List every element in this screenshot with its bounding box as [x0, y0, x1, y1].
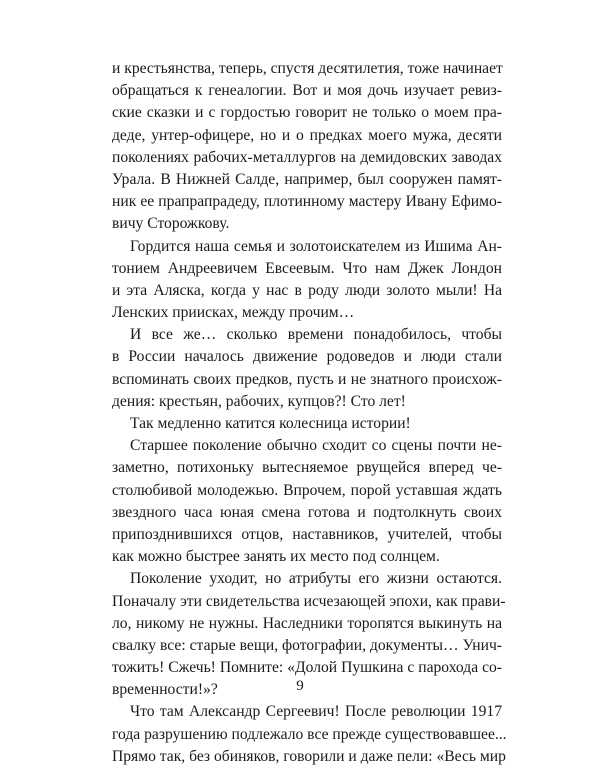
text-line: вичу Сторожкову.: [112, 215, 230, 233]
text-line: тонием Андреевичем Евсеевым. Что нам Джек Лондон: [112, 259, 502, 277]
text-line: ло, никому не нужны. Наследники торопятся выкинуть на: [112, 614, 502, 632]
text-line: Поначалу эти свидетельства исчезающей эпохи, как прави-: [112, 592, 506, 610]
text-line: Ленских приисках, между прочим…: [112, 304, 355, 322]
page-number: 9: [296, 678, 304, 694]
text-line: столюбивой молодежью. Впрочем, порой уставшая ждать: [112, 481, 502, 499]
text-line: тожить! Сжечь! Помните: «Долой Пушкина с парохода со-: [112, 659, 502, 677]
text-line: поколениях рабочих-металлургов на демидовских заводах: [112, 148, 502, 166]
page-body: [112, 58, 507, 768]
text-line: обращаться к генеалогии. Вот и моя дочь изучает ревиз-: [112, 82, 502, 100]
text-line: и эта Аляска, когда у нас в роду люди золото мыли! На: [112, 281, 502, 299]
text-line: в России началось движение родоведов и люди стали: [112, 348, 502, 366]
text-line: Поколение уходит, но атрибуты его жизни остаются.: [130, 570, 502, 588]
text-line: И все же… сколько времени понадобилось, чтобы: [130, 326, 502, 344]
text-line: как можно быстрее занять их место под солнцем.: [112, 548, 440, 566]
text-line: года разрушению подлежало все прежде существовавшее...: [112, 725, 507, 743]
text-line: дения: крестьян, рабочих, купцов?! Сто лет!: [112, 392, 406, 410]
text-line: свалку все: старые вещи, фотографии, документы… Унич-: [112, 636, 502, 654]
text-line: деде, унтер-офицере, но и о предках моего мужа, десяти: [112, 126, 502, 144]
text-line: звездного часа юная смена готова и подтолкнуть своих: [112, 503, 502, 521]
text-line: Старшее поколение обычно сходит со сцены почти не-: [130, 437, 502, 455]
text-line: Что там Александр Сергеевич! После революции 1917: [130, 703, 502, 721]
text-line: Гордится наша семья и золотоискателем из Ишима Ан-: [130, 237, 502, 255]
text-line: Так медленно катится колесница истории!: [130, 415, 411, 432]
text-line: заметно, потихоньку вытесняемое рвущейся вперед че-: [112, 459, 502, 477]
text-line: Прямо так, без обиняков, говорили и даже пели: «Весь мир: [112, 747, 506, 765]
text-line: вспоминать своих предков, пусть и не знатного происхож-: [112, 370, 502, 388]
text-line: и крестьянства, теперь, спустя десятилетия, тоже начинает: [112, 60, 503, 77]
text-line: Урала. В Нижней Салде, например, был сооружен памят-: [112, 170, 502, 188]
text-line: временности!»?: [112, 681, 218, 699]
text-line: ник ее прапрапрадеду, плотинному мастеру Ивану Ефимо-: [112, 193, 502, 211]
text-line: ские сказки и с гордостью говорит не только о моем пра-: [112, 104, 502, 122]
text-line: припозднившихся отцов, наставников, учителей, чтобы: [112, 525, 502, 543]
